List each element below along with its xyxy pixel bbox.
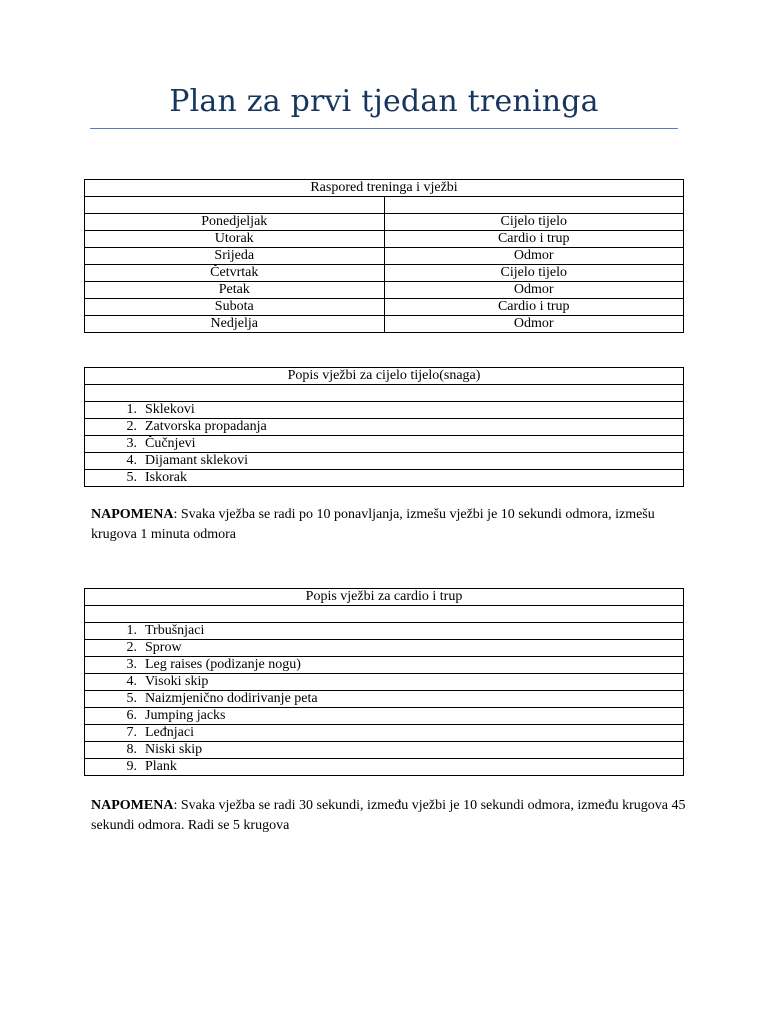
strength-blank-row (85, 385, 684, 402)
strength-note (91, 505, 691, 545)
workout-cell: Odmor (384, 248, 684, 265)
workout-cell: Cardio i trup (384, 299, 684, 316)
day-cell: Subota (85, 299, 385, 316)
day-cell: Petak (85, 282, 385, 299)
list-item: 3. Leg raises (podizanje nogu) (85, 657, 684, 674)
table-row (85, 265, 684, 282)
schedule-table (84, 179, 684, 333)
strength-exercise-table (84, 367, 684, 487)
list-item: 3. Čučnjevi (85, 436, 684, 453)
day-cell: Četvrtak (85, 265, 385, 282)
list-item: 1. Trbušnjaci (85, 623, 684, 640)
note-label: NAPOMENA (91, 507, 174, 522)
page-title: Plan za prvi tjedan treninga (169, 84, 599, 119)
list-item: 5. Naizmjenično dodirivanje peta (85, 691, 684, 708)
workout-cell: Odmor (384, 316, 684, 333)
schedule-blank-row (85, 197, 684, 214)
list-item: 2. Zatvorska propadanja (85, 419, 684, 436)
list-item: 6. Jumping jacks (85, 708, 684, 725)
workout-cell: Odmor (384, 282, 684, 299)
title-underline (90, 128, 678, 129)
list-item: 8. Niski skip (85, 742, 684, 759)
note-text: : Svaka vježba se radi po 10 ponavljanja, izmešu vježbi je 10 sekundi odmora, izmešu krugova 1 minuta odmora (91, 507, 655, 542)
table-row (85, 316, 684, 333)
table-row (85, 214, 684, 231)
workout-cell: Cardio i trup (384, 231, 684, 248)
day-cell: Ponedjeljak (85, 214, 385, 231)
cardio-blank-row (85, 606, 684, 623)
day-cell: Srijeda (85, 248, 385, 265)
list-item: 2. Sprow (85, 640, 684, 657)
table-row (85, 248, 684, 265)
table-row (85, 299, 684, 316)
note-label: NAPOMENA (91, 798, 174, 813)
list-item: 4. Visoki skip (85, 674, 684, 691)
list-item: 9. Plank (85, 759, 684, 776)
list-item: 1. Sklekovi (85, 402, 684, 419)
note-text: : Svaka vježba se radi 30 sekundi, između vježbi je 10 sekundi odmora, između krugova 45 sekundi odmora. Radi se 5 krugova (91, 798, 686, 833)
cardio-note (91, 796, 691, 836)
cardio-exercise-table (84, 588, 684, 776)
list-item: 5. Iskorak (85, 470, 684, 487)
cardio-heading: Popis vježbi za cardio i trup (85, 589, 684, 606)
strength-heading: Popis vježbi za cijelo tijelo(snaga) (85, 368, 684, 385)
table-row (85, 231, 684, 248)
list-item: 7. Leđnjaci (85, 725, 684, 742)
day-cell: Utorak (85, 231, 385, 248)
schedule-heading: Raspored treninga i vježbi (85, 180, 684, 197)
workout-cell: Cijelo tijelo (384, 214, 684, 231)
list-item: 4. Dijamant sklekovi (85, 453, 684, 470)
day-cell: Nedjelja (85, 316, 385, 333)
table-row (85, 282, 684, 299)
workout-cell: Cijelo tijelo (384, 265, 684, 282)
